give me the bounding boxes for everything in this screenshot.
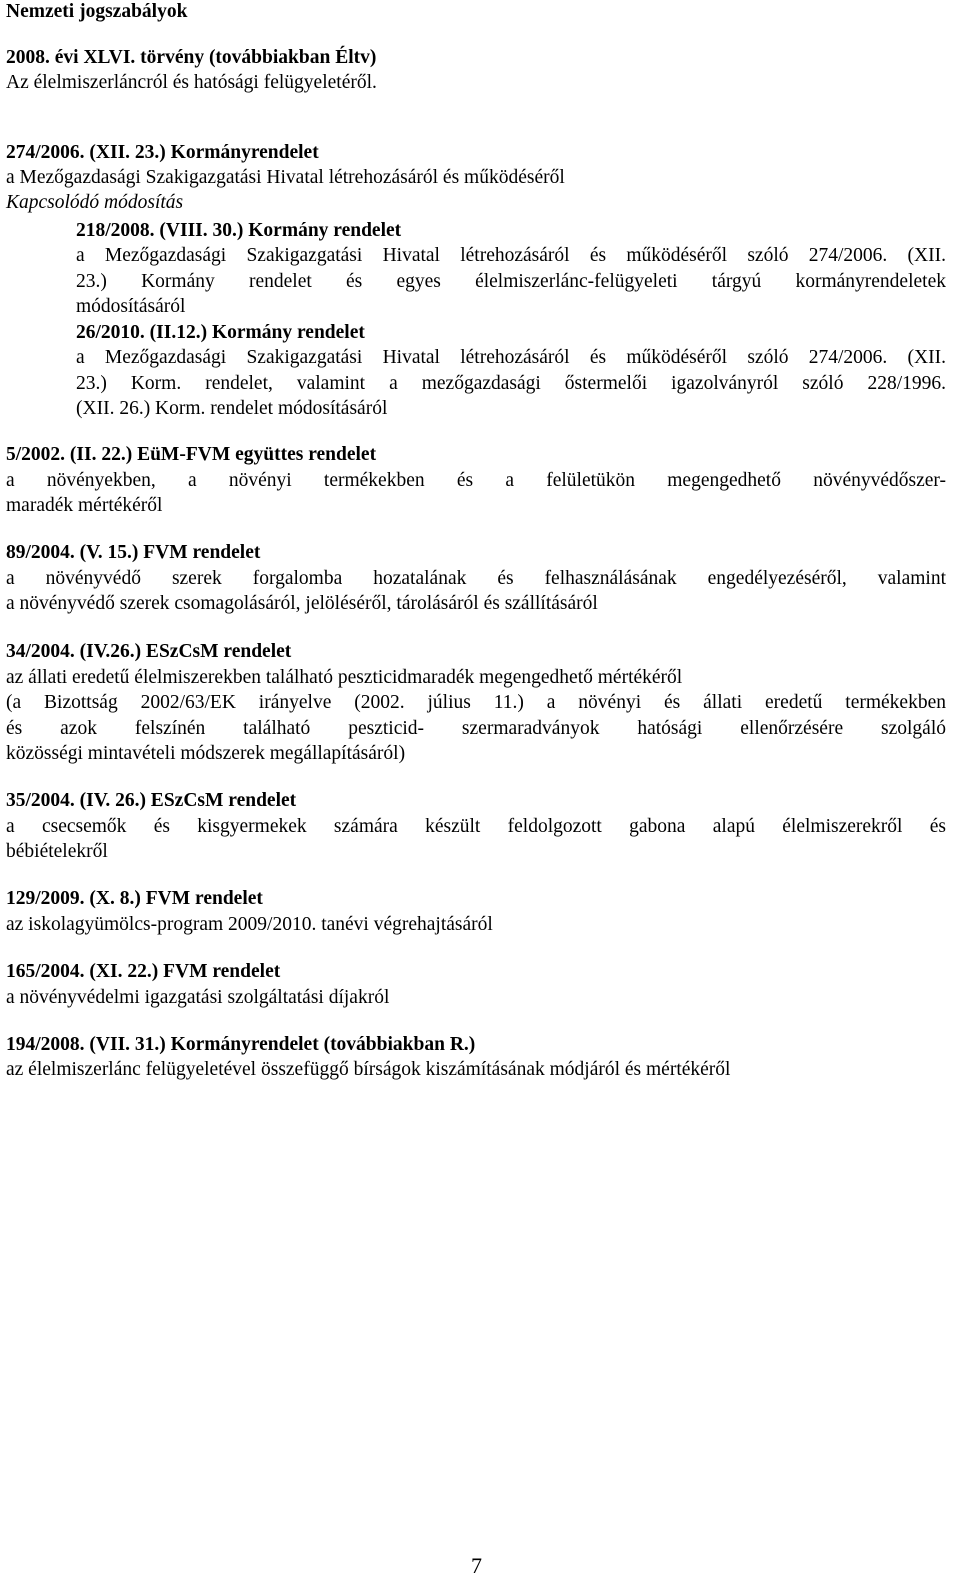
regulation-heading: 5/2002. (II. 22.) EüM-FVM együttes rendelet: [6, 444, 377, 465]
regulation-heading: 89/2004. (V. 15.) FVM rendelet: [6, 542, 261, 563]
regulation-description: az élelmiszerlánc felügyeletével összefüggő bírságok kiszámításának módjáról és mértékéről: [6, 1059, 731, 1080]
regulation-heading: 274/2006. (XII. 23.) Kormányrendelet: [6, 142, 319, 163]
regulation-description: a növényvédő szerek forgalomba hozatalának és felhasználásának engedélyezéséről, valamint: [6, 568, 946, 589]
law-heading-eltv: 2008. évi XLVI. törvény (továbbiakban Éltv): [6, 47, 377, 68]
regulation-description: az iskolagyümölcs-program 2009/2010. tanévi végrehajtásáról: [6, 914, 493, 935]
regulation-description: a csecsemők és kisgyermekek számára készült feldolgozott gabona alapú élelmiszerekről és: [6, 816, 946, 837]
regulation-description: maradék mértékéről: [6, 495, 163, 516]
regulation-heading: 165/2004. (XI. 22.) FVM rendelet: [6, 961, 281, 982]
law-description-eltv: Az élelmiszerláncról és hatósági felügyeletéről.: [6, 72, 377, 93]
regulation-description: bébiételekről: [6, 841, 108, 862]
amendment-description: 23.) Kormány rendelet és egyes élelmiszerlánc-felügyeleti tárgyú kormányrendeletek: [76, 271, 946, 292]
regulation-description: a növényvédelmi igazgatási szolgáltatási díjakról: [6, 987, 390, 1008]
regulation-heading: 35/2004. (IV. 26.) ESzCsM rendelet: [6, 790, 297, 811]
amendment-description: 23.) Korm. rendelet, valamint a mezőgazdasági őstermelői igazolványról szóló 228/1996.: [76, 373, 946, 394]
amendment-description: módosításáról: [76, 296, 186, 317]
amendment-heading: 218/2008. (VIII. 30.) Kormány rendelet: [76, 220, 402, 241]
regulation-description: (a Bizottság 2002/63/EK irányelve (2002. július 11.) a növényi és állati eredetű termékekben: [6, 692, 946, 713]
amendment-heading: 26/2010. (II.12.) Kormány rendelet: [76, 322, 365, 343]
regulation-description: közösségi mintavételi módszerek megállapításáról): [6, 743, 406, 764]
section-title: Nemzeti jogszabályok: [6, 1, 188, 22]
regulation-description: a növényvédő szerek csomagolásáról, jelöléséről, tárolásáról és szállításáról: [6, 593, 598, 614]
regulation-heading: 194/2008. (VII. 31.) Kormányrendelet (továbbiakban R.): [6, 1034, 476, 1055]
page-number: 7: [471, 1553, 482, 1578]
amendment-description: a Mezőgazdasági Szakigazgatási Hivatal létrehozásáról és működéséről szóló 274/2006. (XII.: [76, 245, 946, 266]
amendment-description: a Mezőgazdasági Szakigazgatási Hivatal létrehozásáról és működéséről szóló 274/2006. (XII.: [76, 347, 946, 368]
related-amendment-label: Kapcsolódó módosítás: [6, 192, 184, 213]
regulation-description: az állati eredetű élelmiszerekben található peszticidmaradék megengedhető mértékéről: [6, 667, 683, 688]
amendment-description: (XII. 26.) Korm. rendelet módosításáról: [76, 398, 388, 419]
regulation-description: és azok felszínén található peszticid- szermaradványok hatósági ellenőrzésére szolgáló: [6, 718, 946, 739]
regulation-heading: 34/2004. (IV.26.) ESzCsM rendelet: [6, 641, 292, 662]
regulation-description: a Mezőgazdasági Szakigazgatási Hivatal létrehozásáról és működéséről: [6, 167, 565, 188]
regulation-description: a növényekben, a növényi termékekben és a felületükön megengedhető növényvédőszer-: [6, 470, 946, 491]
regulation-heading: 129/2009. (X. 8.) FVM rendelet: [6, 888, 263, 909]
